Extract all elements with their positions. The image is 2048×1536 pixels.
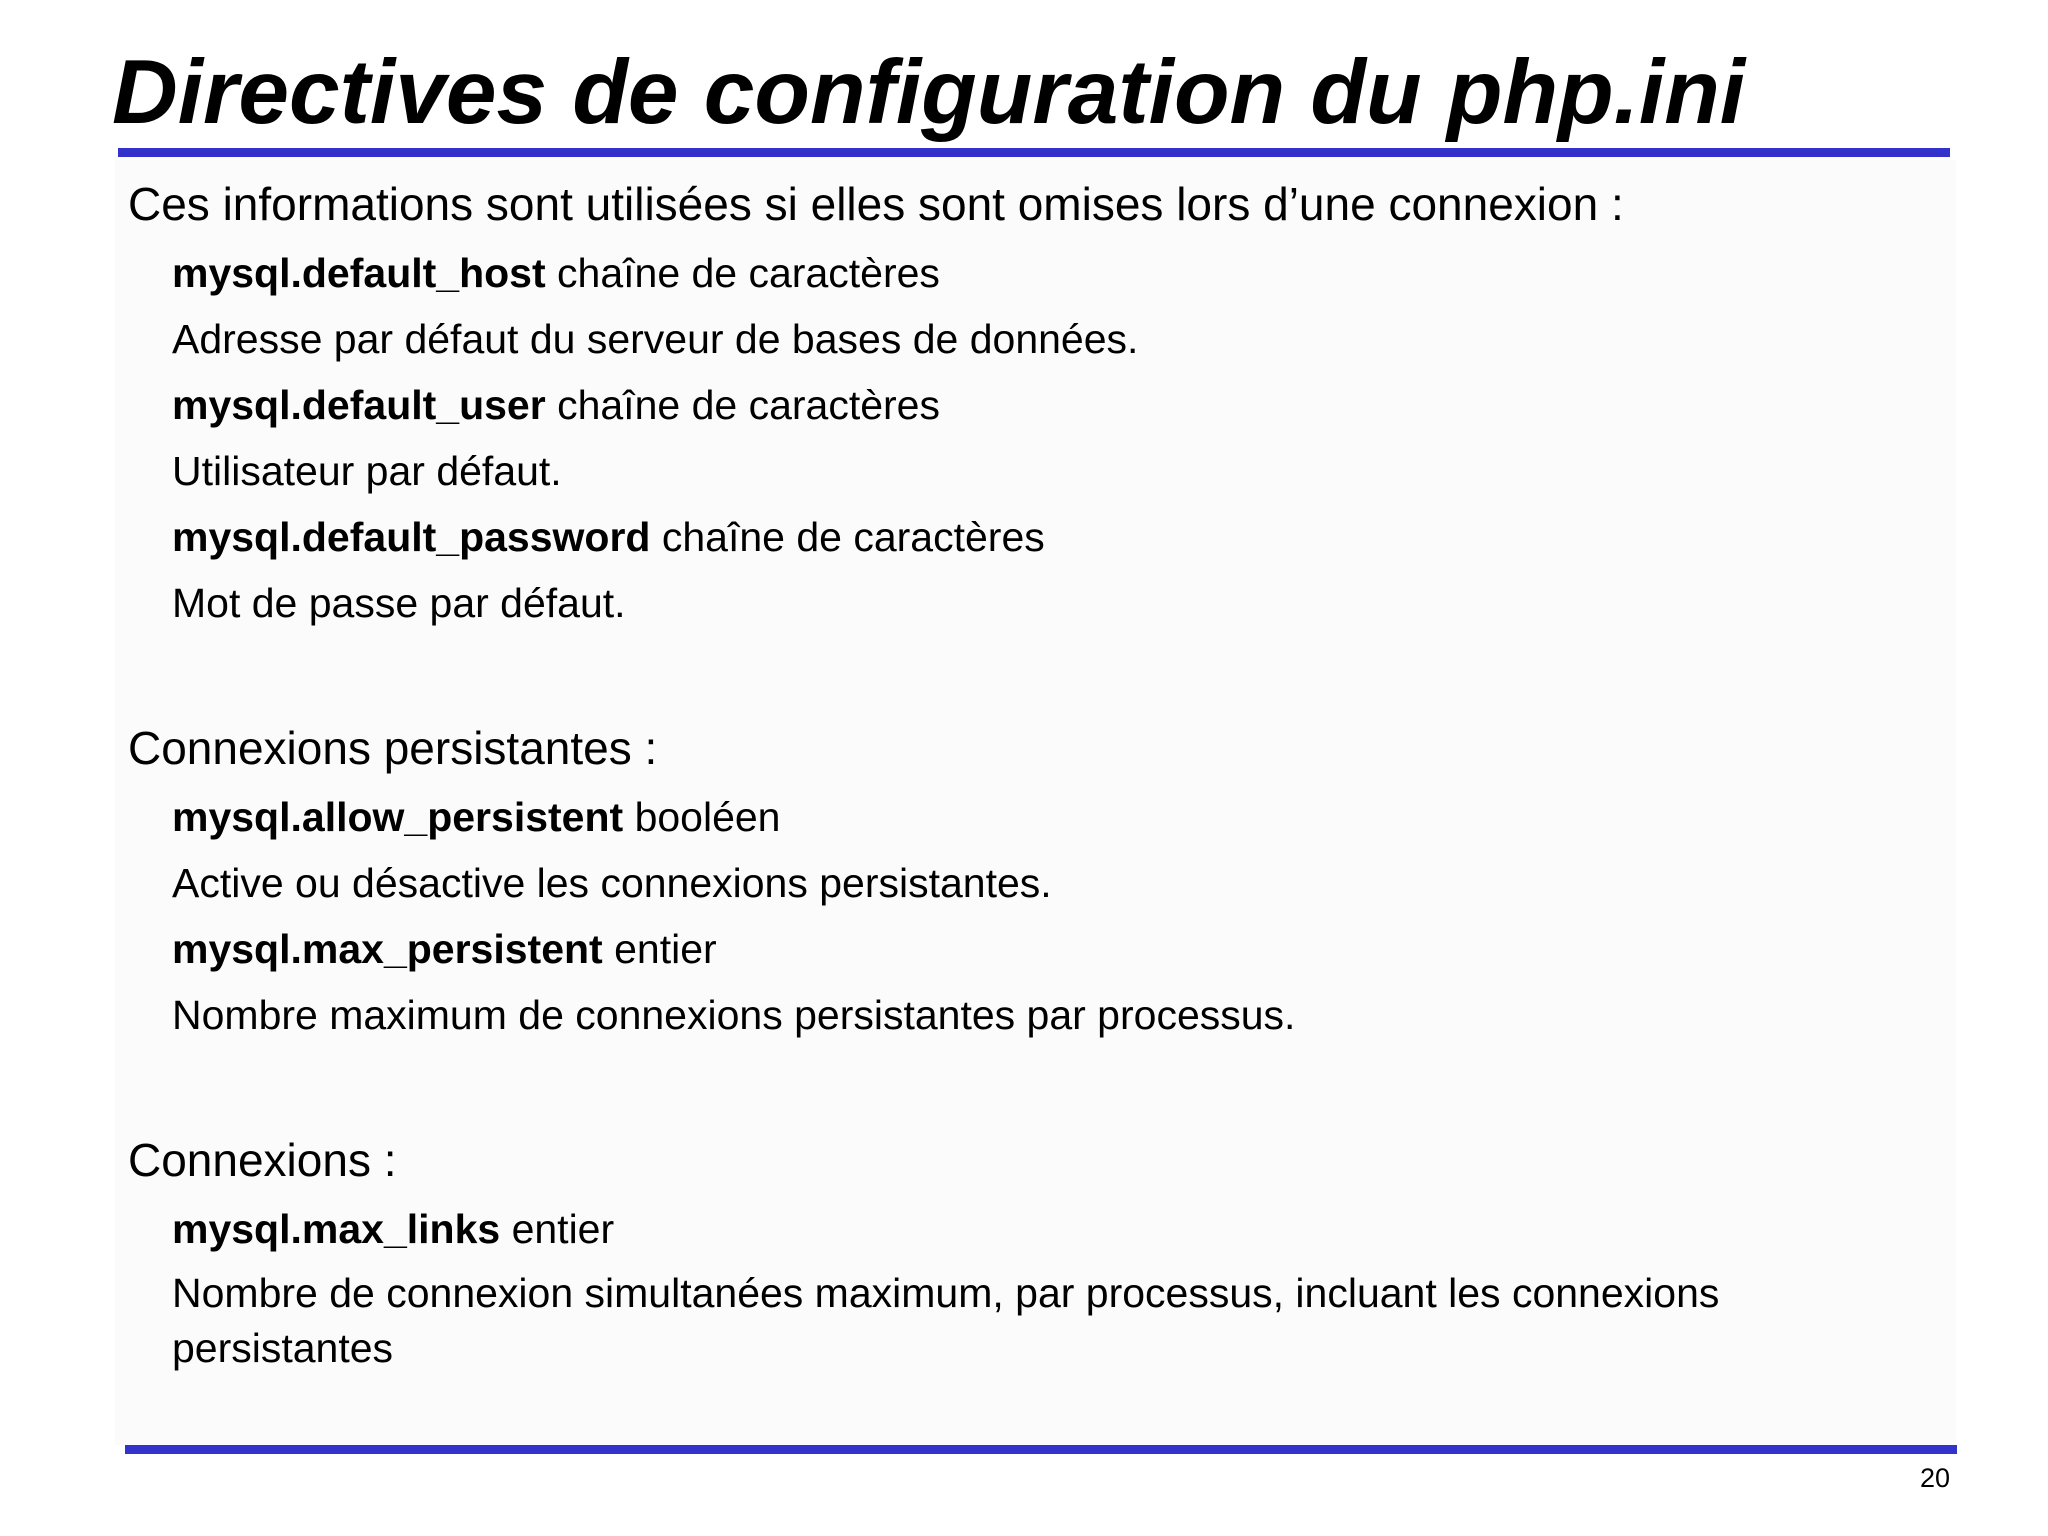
- section-intro-persistent: Connexions persistantes :: [128, 722, 658, 774]
- footer-divider: [125, 1445, 1957, 1454]
- directive-type: booléen: [623, 794, 781, 840]
- section-intro-connections: Connexions :: [128, 1134, 397, 1186]
- directive-description: Utilisateur par défaut.: [172, 448, 562, 494]
- directive-name: mysql.default_password: [172, 514, 651, 560]
- directive-name: mysql.allow_persistent: [172, 794, 624, 840]
- directive-type: chaîne de caractères: [545, 382, 940, 428]
- directive-line-max-links: [172, 1205, 614, 1253]
- directive-line-max-persistent: [172, 925, 717, 973]
- title-underline-divider: [118, 148, 1950, 157]
- directive-line-default-user: [172, 381, 940, 429]
- directive-name: mysql.max_persistent: [172, 926, 603, 972]
- directive-description: Active ou désactive les connexions persistantes.: [172, 860, 1052, 906]
- slide-title: Directives de configuration du php.ini: [112, 42, 1746, 143]
- directive-type: entier: [602, 926, 717, 972]
- directive-line-default-host: [172, 249, 940, 297]
- directive-name: mysql.default_user: [172, 382, 546, 428]
- directive-name: mysql.default_host: [172, 250, 546, 296]
- page-number: 20: [1919, 1463, 1950, 1493]
- directive-type: chaîne de caractères: [650, 514, 1045, 560]
- directive-type: chaîne de caractères: [545, 250, 940, 296]
- directive-line-default-password: [172, 513, 1045, 561]
- directive-type: entier: [500, 1206, 615, 1252]
- directive-name: mysql.max_links: [172, 1206, 501, 1252]
- directive-description: Adresse par défaut du serveur de bases de données.: [172, 316, 1139, 362]
- directive-line-allow-persistent: [172, 793, 781, 841]
- section-intro-defaults: Ces informations sont utilisées si elles sont omises lors d’une connexion :: [128, 178, 1624, 230]
- directive-description: Nombre de connexion simultanées maximum, par processus, incluant les connexions persistantes: [172, 1270, 1720, 1371]
- directive-description: Mot de passe par défaut.: [172, 580, 626, 626]
- directive-description: Nombre maximum de connexions persistantes par processus.: [172, 992, 1296, 1038]
